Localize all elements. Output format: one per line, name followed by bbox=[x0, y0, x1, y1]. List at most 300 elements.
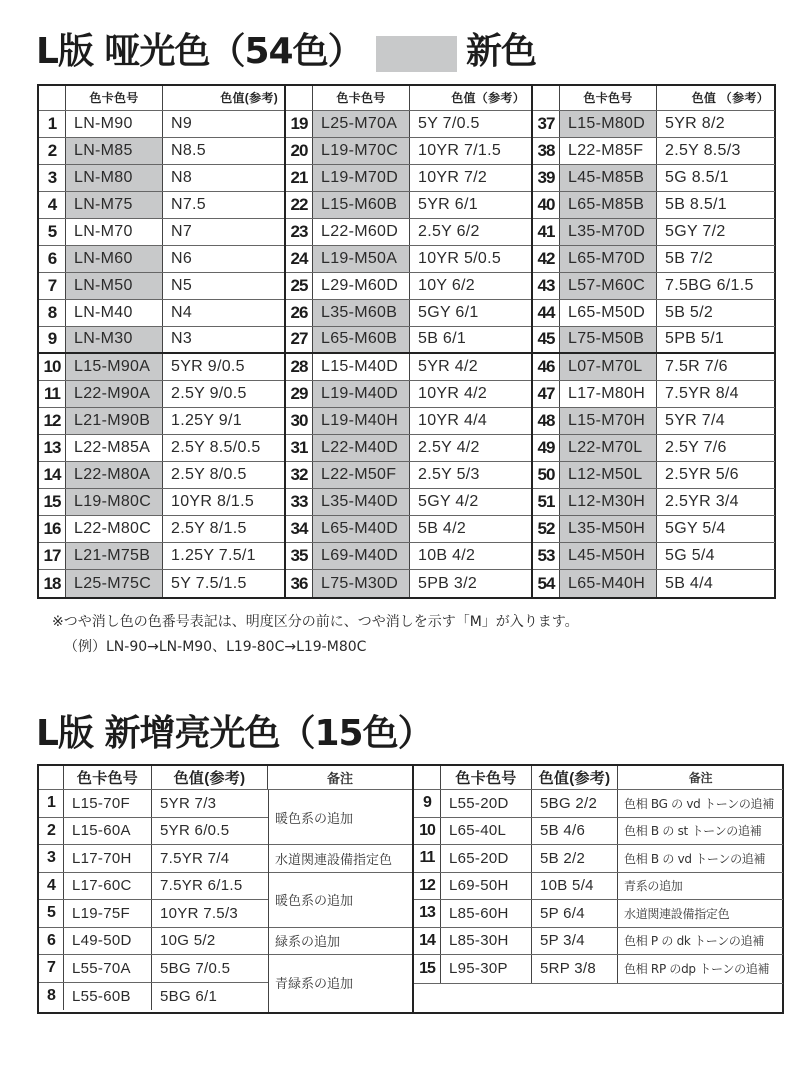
color-code: LN-M75 bbox=[66, 192, 163, 218]
table-row bbox=[533, 300, 775, 327]
row-number: 44 bbox=[533, 300, 560, 326]
color-code: LN-M30 bbox=[66, 327, 163, 352]
row-number: 45 bbox=[533, 327, 560, 352]
header-row bbox=[39, 766, 412, 790]
color-code: L17-M80H bbox=[560, 381, 657, 407]
header-row bbox=[533, 86, 775, 111]
color-value: 5YR 6/0.5 bbox=[160, 822, 230, 840]
table-row bbox=[533, 381, 775, 408]
color-value: 10YR 7/2 bbox=[418, 168, 488, 186]
color-value: N7.5 bbox=[171, 195, 206, 213]
table-row bbox=[533, 516, 775, 543]
row-number: 41 bbox=[533, 219, 560, 245]
row-number: 11 bbox=[414, 845, 441, 872]
row-number: 7 bbox=[39, 955, 64, 982]
color-value: N9 bbox=[171, 114, 193, 132]
row-number: 8 bbox=[39, 300, 66, 326]
color-code: L65-40L bbox=[441, 818, 532, 845]
column-group-1 bbox=[39, 86, 284, 597]
row-number: 17 bbox=[39, 543, 66, 569]
header-value: 色值（参考） bbox=[451, 91, 525, 106]
table-row bbox=[533, 138, 775, 165]
row-number: 42 bbox=[533, 246, 560, 272]
table-row bbox=[286, 489, 531, 516]
row-number: 5 bbox=[39, 219, 66, 245]
matte-section-title: L版 哑光色（54色） bbox=[36, 31, 363, 72]
row-number: 39 bbox=[533, 165, 560, 191]
table-row bbox=[414, 818, 783, 846]
color-value: 10Y 6/2 bbox=[418, 276, 475, 294]
table-row bbox=[39, 790, 268, 818]
column-group-2 bbox=[412, 766, 783, 1012]
color-value: 5GY 7/2 bbox=[665, 222, 726, 240]
color-code: L17-70H bbox=[64, 845, 152, 872]
color-value: 1.25Y 7.5/1 bbox=[171, 547, 256, 565]
table-row bbox=[533, 246, 775, 273]
column-group-3 bbox=[531, 86, 775, 597]
table-row bbox=[533, 111, 775, 138]
table-row bbox=[286, 327, 531, 354]
row-number: 48 bbox=[533, 408, 560, 434]
color-value: N8.5 bbox=[171, 141, 206, 159]
color-code: LN-M85 bbox=[66, 138, 163, 164]
row-number: 47 bbox=[533, 381, 560, 407]
color-code: L15-M40D bbox=[313, 354, 410, 380]
color-code: L22-M70L bbox=[560, 435, 657, 461]
row-number: 26 bbox=[286, 300, 313, 326]
row-number: 15 bbox=[414, 955, 441, 983]
color-code: L22-M60D bbox=[313, 219, 410, 245]
note-cell: 色相 B の vd トーンの追補 bbox=[624, 851, 766, 866]
color-code: L69-50H bbox=[441, 873, 532, 900]
color-code: L55-60B bbox=[64, 983, 152, 1011]
header-row bbox=[286, 86, 531, 111]
table-row bbox=[533, 570, 775, 597]
color-code: L35-M60B bbox=[313, 300, 410, 326]
table-row bbox=[533, 354, 775, 381]
color-code: L19-M50A bbox=[313, 246, 410, 272]
color-value: 5GY 4/2 bbox=[418, 493, 479, 511]
table-row bbox=[533, 327, 775, 354]
color-value: 7.5YR 8/4 bbox=[665, 385, 739, 402]
header-no bbox=[414, 766, 441, 789]
table-row bbox=[39, 300, 284, 327]
color-code: L29-M60D bbox=[313, 273, 410, 299]
color-value: 5PB 3/2 bbox=[418, 574, 478, 592]
table-row bbox=[39, 543, 284, 570]
color-value: 5B 6/1 bbox=[418, 330, 467, 348]
column-group-1 bbox=[39, 766, 412, 1012]
color-code: L19-M70C bbox=[313, 138, 410, 164]
row-number: 32 bbox=[286, 462, 313, 488]
row-number: 43 bbox=[533, 273, 560, 299]
new-color-legend-swatch bbox=[376, 36, 457, 72]
table-row bbox=[286, 300, 531, 327]
color-value: 2.5Y 8.5/3 bbox=[665, 141, 741, 159]
row-number: 4 bbox=[39, 873, 64, 900]
color-value: 5B 4/6 bbox=[532, 818, 618, 845]
color-value: 10G 5/2 bbox=[160, 932, 216, 950]
row-number: 1 bbox=[39, 790, 64, 817]
table-row bbox=[414, 790, 783, 818]
row-number: 30 bbox=[286, 408, 313, 434]
table-row bbox=[414, 928, 783, 956]
row-number: 9 bbox=[39, 327, 66, 352]
color-value: 2.5Y 6/2 bbox=[418, 222, 480, 240]
color-value: 5YR 6/1 bbox=[418, 195, 478, 213]
row-number: 14 bbox=[39, 462, 66, 488]
color-value: 2.5Y 7/6 bbox=[665, 439, 727, 457]
table-row bbox=[39, 489, 284, 516]
color-code: L35-M40D bbox=[313, 489, 410, 515]
color-code: L22-M85A bbox=[66, 435, 163, 461]
table-row bbox=[533, 165, 775, 192]
color-code: LN-M50 bbox=[66, 273, 163, 299]
color-value: 5GY 5/4 bbox=[665, 520, 726, 538]
color-value: 5P 6/4 bbox=[532, 900, 618, 927]
color-value: 10YR 7.5/3 bbox=[160, 904, 239, 922]
color-value: N6 bbox=[171, 249, 193, 267]
color-value: 2.5YR 5/6 bbox=[665, 466, 739, 484]
header-value: 色值 （参考） bbox=[691, 91, 769, 106]
table-row bbox=[39, 219, 284, 246]
row-number: 14 bbox=[414, 928, 441, 955]
color-code: L49-50D bbox=[64, 928, 152, 955]
table-row bbox=[286, 138, 531, 165]
empty-row bbox=[414, 983, 783, 1013]
table-row bbox=[533, 489, 775, 516]
note-cell: 緑系の追加 bbox=[269, 928, 412, 956]
header-no bbox=[39, 766, 64, 789]
color-value: 10YR 8/1.5 bbox=[171, 493, 255, 511]
table-row bbox=[39, 273, 284, 300]
table-row bbox=[39, 900, 268, 928]
row-number: 6 bbox=[39, 928, 64, 955]
row-number: 46 bbox=[533, 354, 560, 380]
table-row bbox=[533, 219, 775, 246]
header-no bbox=[533, 86, 560, 110]
color-value: 2.5Y 4/2 bbox=[418, 439, 480, 457]
row-number: 18 bbox=[39, 570, 66, 597]
color-value: 5G 8.5/1 bbox=[665, 168, 729, 186]
color-value: 5G 5/4 bbox=[665, 547, 715, 565]
row-number: 28 bbox=[286, 354, 313, 380]
row-number: 38 bbox=[533, 138, 560, 164]
color-value: 2.5Y 8.5/0.5 bbox=[171, 439, 261, 457]
color-code: L15-60A bbox=[64, 818, 152, 845]
note-column bbox=[269, 790, 412, 1012]
table-row bbox=[39, 928, 268, 956]
table-row bbox=[533, 543, 775, 570]
color-code: L69-M40D bbox=[313, 543, 410, 569]
color-value: 2.5Y 8/0.5 bbox=[171, 466, 247, 484]
color-value: 5B 7/2 bbox=[665, 249, 714, 267]
table-row bbox=[39, 138, 284, 165]
row-number: 50 bbox=[533, 462, 560, 488]
color-value: 7.5R 7/6 bbox=[665, 357, 728, 375]
color-value: 5B 5/2 bbox=[665, 303, 714, 321]
table-row bbox=[39, 354, 284, 381]
note-cell: 青系の追加 bbox=[624, 879, 683, 894]
color-code: L45-M85B bbox=[560, 165, 657, 191]
header-row bbox=[39, 86, 284, 111]
color-code: L12-M50L bbox=[560, 462, 657, 488]
color-code: L85-30H bbox=[441, 928, 532, 955]
row-number: 6 bbox=[39, 246, 66, 272]
row-number: 15 bbox=[39, 489, 66, 515]
color-code: L35-M70D bbox=[560, 219, 657, 245]
note-cell: 色相 B の st トーンの追補 bbox=[624, 824, 762, 839]
color-code: L19-M40H bbox=[313, 408, 410, 434]
color-value: 5P 3/4 bbox=[532, 928, 618, 955]
color-code: L65-M40D bbox=[313, 516, 410, 542]
row-number: 27 bbox=[286, 327, 313, 352]
color-code: L85-60H bbox=[441, 900, 532, 927]
table-row bbox=[39, 983, 268, 1011]
table-row bbox=[286, 435, 531, 462]
color-value: 10B 5/4 bbox=[532, 873, 618, 900]
table-row bbox=[39, 570, 284, 597]
row-number: 51 bbox=[533, 489, 560, 515]
color-value: 7.5YR 7/4 bbox=[160, 849, 230, 867]
row-number: 40 bbox=[533, 192, 560, 218]
header-code: 色卡色号 bbox=[66, 86, 163, 110]
table-row bbox=[39, 873, 268, 901]
header-code: 色卡色号 bbox=[313, 86, 410, 110]
color-code: L22-M85F bbox=[560, 138, 657, 164]
color-code: L65-M85B bbox=[560, 192, 657, 218]
table-row bbox=[286, 408, 531, 435]
color-code: L55-20D bbox=[441, 790, 532, 817]
color-code: L17-60C bbox=[64, 873, 152, 900]
row-number: 52 bbox=[533, 516, 560, 542]
table-row bbox=[533, 273, 775, 300]
color-code: L22-M50F bbox=[313, 462, 410, 488]
table-row bbox=[286, 354, 531, 381]
color-code: L25-M70A bbox=[313, 111, 410, 137]
table-row bbox=[286, 165, 531, 192]
table-row bbox=[286, 273, 531, 300]
table-row bbox=[39, 111, 284, 138]
table-row bbox=[414, 873, 783, 901]
row-number: 36 bbox=[286, 570, 313, 597]
color-code: L75-M30D bbox=[313, 570, 410, 597]
color-code: L19-M70D bbox=[313, 165, 410, 191]
note-cell: 色相 RP のdp トーンの追補 bbox=[624, 962, 770, 977]
row-number: 1 bbox=[39, 111, 66, 137]
color-value: N4 bbox=[171, 303, 193, 321]
color-value: 5Y 7/0.5 bbox=[418, 114, 480, 132]
header-code: 色卡色号 bbox=[560, 86, 657, 110]
color-code: L55-70A bbox=[64, 955, 152, 982]
color-code: L15-M90A bbox=[66, 354, 163, 380]
color-value: N8 bbox=[171, 168, 193, 186]
color-code: L95-30P bbox=[441, 955, 532, 983]
color-value: 5B 4/2 bbox=[418, 520, 467, 538]
header-note: 备注 bbox=[688, 771, 713, 785]
gloss-section-title: L版 新增亮光色（15色） bbox=[36, 713, 433, 754]
color-value: N5 bbox=[171, 276, 193, 294]
row-number: 11 bbox=[39, 381, 66, 407]
header-value: 色值(参考) bbox=[152, 766, 268, 789]
table-row bbox=[39, 408, 284, 435]
row-number: 9 bbox=[414, 790, 441, 817]
table-row bbox=[414, 845, 783, 873]
color-value: N3 bbox=[171, 330, 193, 348]
color-code: LN-M80 bbox=[66, 165, 163, 191]
table-row bbox=[414, 900, 783, 928]
color-value: 5GY 6/1 bbox=[418, 303, 479, 321]
row-number: 25 bbox=[286, 273, 313, 299]
table-row bbox=[286, 219, 531, 246]
table-row bbox=[414, 955, 783, 983]
footnote-line-2: （例）LN-90→LN-M90、L19-80C→L19-M80C bbox=[64, 639, 367, 655]
row-number: 20 bbox=[286, 138, 313, 164]
table-row bbox=[39, 381, 284, 408]
table-row bbox=[39, 246, 284, 273]
color-value: 2.5Y 9/0.5 bbox=[171, 385, 247, 402]
header-no bbox=[286, 86, 313, 110]
row-number: 21 bbox=[286, 165, 313, 191]
table-row bbox=[286, 543, 531, 570]
color-code: L15-M60B bbox=[313, 192, 410, 218]
table-row bbox=[39, 955, 268, 983]
color-code: L07-M70L bbox=[560, 354, 657, 380]
color-value: 5PB 5/1 bbox=[665, 330, 725, 348]
row-number: 34 bbox=[286, 516, 313, 542]
table-row bbox=[39, 462, 284, 489]
row-number: 49 bbox=[533, 435, 560, 461]
color-code: L22-M80C bbox=[66, 516, 163, 542]
header-value: 色值(参考) bbox=[220, 91, 278, 106]
row-number: 5 bbox=[39, 900, 64, 927]
table-row bbox=[533, 408, 775, 435]
color-value: 2.5Y 5/3 bbox=[418, 466, 480, 484]
table-row bbox=[39, 327, 284, 354]
color-value: 5Y 7.5/1.5 bbox=[171, 574, 247, 592]
row-number: 16 bbox=[39, 516, 66, 542]
row-number: 7 bbox=[39, 273, 66, 299]
table-row bbox=[286, 192, 531, 219]
color-value: 5B 4/4 bbox=[665, 574, 714, 592]
color-code: L15-M80D bbox=[560, 111, 657, 137]
color-value: 5YR 7/4 bbox=[665, 412, 725, 430]
table-row bbox=[533, 192, 775, 219]
table-row bbox=[39, 192, 284, 219]
color-code: L45-M50H bbox=[560, 543, 657, 569]
header-value: 色值(参考) bbox=[532, 766, 618, 789]
row-number: 12 bbox=[414, 873, 441, 900]
color-value: 5BG 6/1 bbox=[160, 987, 218, 1005]
table-row bbox=[39, 845, 268, 873]
color-code: L15-M70H bbox=[560, 408, 657, 434]
color-value: 10YR 4/2 bbox=[418, 385, 488, 402]
color-code: L25-M75C bbox=[66, 570, 163, 597]
table-row bbox=[39, 818, 268, 846]
gloss-color-table bbox=[37, 764, 784, 1014]
row-number: 35 bbox=[286, 543, 313, 569]
row-number: 19 bbox=[286, 111, 313, 137]
note-cell: 暖色系の追加 bbox=[269, 790, 412, 845]
table-row bbox=[39, 165, 284, 192]
color-code: L35-M50H bbox=[560, 516, 657, 542]
note-cell: 水道関連設備指定色 bbox=[624, 906, 730, 921]
row-number: 31 bbox=[286, 435, 313, 461]
table-row bbox=[39, 516, 284, 543]
table-row bbox=[286, 462, 531, 489]
header-row bbox=[414, 766, 783, 790]
color-value: 10YR 7/1.5 bbox=[418, 141, 502, 159]
color-value: 5YR 9/0.5 bbox=[171, 357, 245, 375]
table-row bbox=[533, 462, 775, 489]
header-code: 色卡色号 bbox=[64, 766, 152, 789]
color-code: LN-M90 bbox=[66, 111, 163, 137]
color-code: L12-M30H bbox=[560, 489, 657, 515]
note-cell: 色相 P の dk トーンの追補 bbox=[624, 934, 765, 949]
color-value: 7.5YR 6/1.5 bbox=[160, 877, 243, 895]
color-value: 10YR 5/0.5 bbox=[418, 249, 502, 267]
color-code: LN-M70 bbox=[66, 219, 163, 245]
color-code: L21-M90B bbox=[66, 408, 163, 434]
color-value: 5BG 2/2 bbox=[532, 790, 618, 817]
color-code: L75-M50B bbox=[560, 327, 657, 352]
color-value: 5BG 7/0.5 bbox=[160, 959, 231, 977]
row-number: 12 bbox=[39, 408, 66, 434]
row-number: 22 bbox=[286, 192, 313, 218]
row-number: 2 bbox=[39, 138, 66, 164]
row-number: 53 bbox=[533, 543, 560, 569]
row-number: 23 bbox=[286, 219, 313, 245]
column-group-2 bbox=[284, 86, 531, 597]
color-code: L21-M75B bbox=[66, 543, 163, 569]
table-row bbox=[286, 516, 531, 543]
color-code: L19-M80C bbox=[66, 489, 163, 515]
color-code: L22-M90A bbox=[66, 381, 163, 407]
table-row bbox=[286, 246, 531, 273]
row-number: 3 bbox=[39, 165, 66, 191]
row-number: 2 bbox=[39, 818, 64, 845]
header-code: 色卡色号 bbox=[441, 766, 532, 789]
matte-color-table bbox=[37, 84, 776, 599]
row-number: 37 bbox=[533, 111, 560, 137]
footnote-line-1: ※つや消し色の色番号表記は、明度区分の前に、つや消しを示す「M」が入ります。 bbox=[52, 614, 579, 630]
color-value: N7 bbox=[171, 222, 193, 240]
color-code: L19-75F bbox=[64, 900, 152, 927]
row-number: 10 bbox=[39, 354, 66, 380]
row-number: 33 bbox=[286, 489, 313, 515]
row-number: 54 bbox=[533, 570, 560, 597]
color-value: 5YR 4/2 bbox=[418, 357, 478, 375]
note-cell: 色相 BG の vd トーンの追補 bbox=[624, 796, 774, 811]
color-value: 5YR 7/3 bbox=[160, 794, 217, 812]
row-number: 10 bbox=[414, 818, 441, 845]
table-row bbox=[286, 111, 531, 138]
row-number: 13 bbox=[414, 900, 441, 927]
color-value: 2.5Y 8/1.5 bbox=[171, 520, 247, 538]
note-cell: 水道関連設備指定色 bbox=[269, 845, 412, 873]
color-code: L22-M80A bbox=[66, 462, 163, 488]
color-value: 5B 2/2 bbox=[532, 845, 618, 872]
note-cell: 暖色系の追加 bbox=[269, 873, 412, 928]
color-code: LN-M60 bbox=[66, 246, 163, 272]
row-number: 8 bbox=[39, 983, 64, 1011]
table-row bbox=[533, 435, 775, 462]
header-no bbox=[39, 86, 66, 110]
color-code: L65-20D bbox=[441, 845, 532, 872]
color-code: L22-M40D bbox=[313, 435, 410, 461]
color-value: 7.5BG 6/1.5 bbox=[665, 276, 754, 294]
color-value: 5YR 8/2 bbox=[665, 114, 725, 132]
